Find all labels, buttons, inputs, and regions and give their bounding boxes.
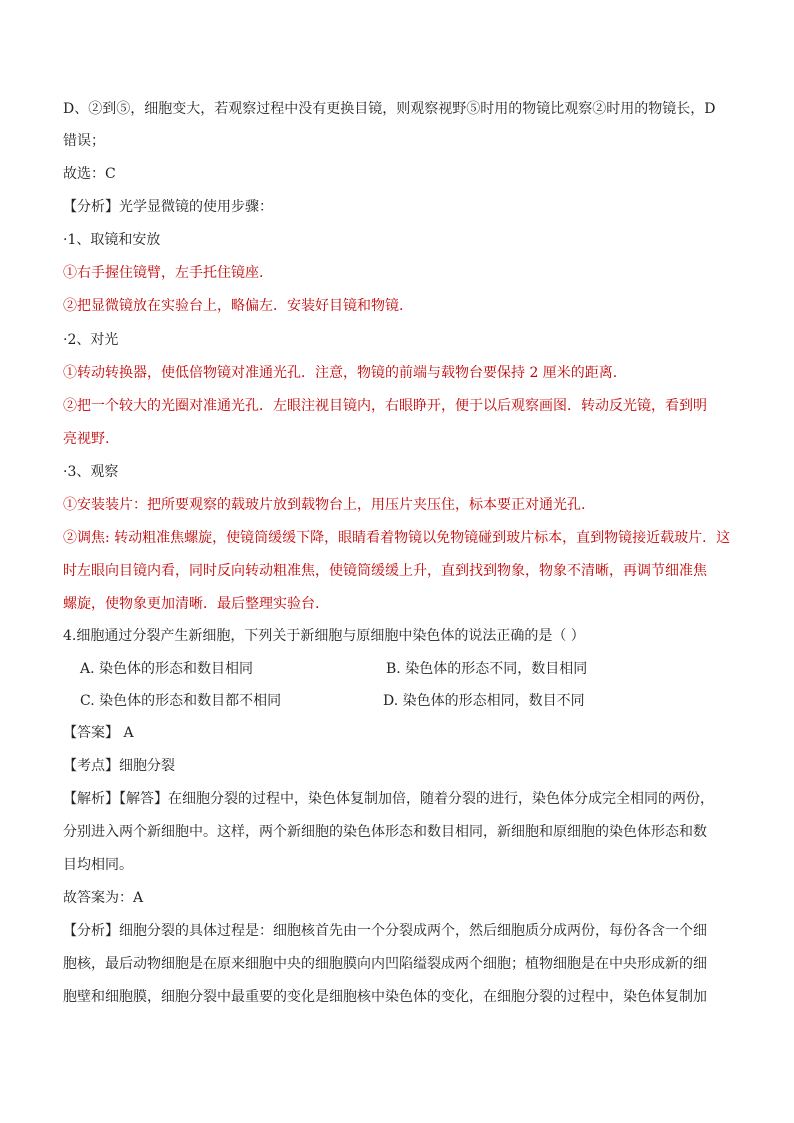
analysis-line: 胞壁和细胞膜，细胞分裂中最重要的变化是细胞核中染色体的变化，在细胞分裂的过程中，染色体复制加 [63, 989, 707, 1005]
analysis-line: 胞核，最后动物细胞是在原来细胞中央的细胞膜向内凹陷缢裂成两个细胞；植物细胞是在中央形成新的细 [63, 956, 707, 972]
explanation-line: 目均相同。 [63, 857, 133, 873]
text-line: D、②到⑤，细胞变大，若观察过程中没有更换目镜，则观察视野⑤时用的物镜比观察②时用的物镜长，D [63, 101, 716, 117]
step-heading: ·2、对光 [63, 332, 119, 348]
red-step-line: ②把显微镜放在实验台上，略偏左．安装好目镜和物镜. [63, 298, 404, 314]
explanation-line: 【解析】【解答】在细胞分裂的过程中，染色体复制加倍，随着分裂的进行，染色体分成完全相同的两份， [63, 791, 714, 807]
explanation-line: 分别进入两个新细胞中。这样，两个新细胞的染色体形态和数目相同，新细胞和原细胞的染色体形态和数 [63, 824, 707, 840]
red-step-line: ②调焦: 转动粗准焦螺旋，使镜筒缓缓下降，眼睛看着物镜以免物镜碰到玻片标本，直到物镜接近载玻片．这 [63, 530, 731, 546]
red-step-line: ①安装装片：把所要观察的载玻片放到载物台上，用压片夹压住，标本要正对通光孔. [63, 497, 586, 513]
option-d: D. 染色体的形态相同，数目不同 [383, 693, 585, 709]
analysis-heading: 【分析】光学显微镜的使用步骤： [63, 199, 273, 215]
topic-line: 【考点】细胞分裂 [63, 758, 175, 774]
answer-line: 【答案】 A [63, 725, 134, 741]
red-step-line: 亮视野. [63, 431, 110, 447]
option-a: A. 染色体的形态和数目相同 [80, 661, 254, 677]
red-step-line: 螺旋，使物象更加清晰．最后整理实验台. [63, 596, 320, 612]
red-step-line: ①右手握住镜臂，左手托住镜座. [63, 265, 264, 281]
step-heading: ·3、观察 [63, 464, 119, 480]
text-line: 错误； [63, 133, 105, 149]
final-answer-line: 故答案为：A [63, 890, 144, 906]
question-text: 4.细胞通过分裂产生新细胞，下列关于新细胞与原细胞中染色体的说法正确的是（ ） [63, 628, 585, 644]
option-c: C. 染色体的形态和数目都不相同 [80, 693, 282, 709]
red-step-line: ②把一个较大的光圈对准通光孔．左眼注视目镜内，右眼睁开，便于以后观察画图．转动反光镜，看到明 [63, 398, 707, 414]
red-step-line: 时左眼向目镜内看，同时反向转动粗准焦，使镜筒缓缓上升，直到找到物象，物象不清晰，再调节细准焦 [63, 563, 707, 579]
red-step-line: ①转动转换器，使低倍物镜对准通光孔．注意，物镜的前端与载物台要保持 2 厘米的距离. [63, 365, 618, 381]
analysis-line: 【分析】细胞分裂的具体过程是：细胞核首先由一个分裂成两个，然后细胞质分成两份，每份各含一个细 [63, 923, 707, 939]
option-b: B. 染色体的形态不同，数目相同 [386, 661, 588, 677]
text-line: 故选：C [63, 166, 116, 182]
step-heading: ·1、取镜和安放 [63, 232, 161, 248]
